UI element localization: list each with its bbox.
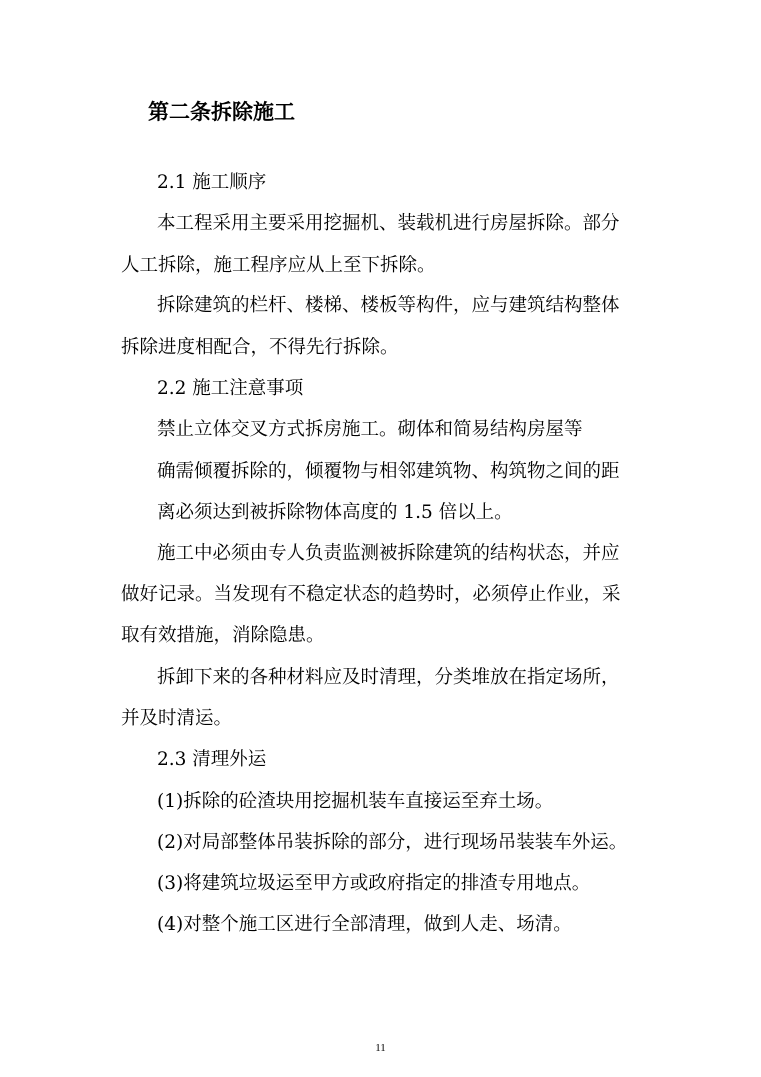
- page-number: 11: [375, 1042, 386, 1054]
- paragraph-line: 禁止立体交叉方式拆房施工。砌体和简易结构房屋等: [157, 419, 583, 440]
- subsection-title-2-1: 2.1 施工顺序: [157, 172, 267, 193]
- list-item: (2)对局部整体吊装拆除的部分，进行现场吊装装车外运。: [157, 832, 628, 853]
- paragraph-line: 确需倾覆拆除的，倾覆物与相邻建筑物、构筑物之间的距: [157, 461, 620, 482]
- section-heading: 第二条拆除施工: [148, 99, 295, 124]
- list-item: (4)对整个施工区进行全部清理，做到人走、场清。: [157, 914, 572, 935]
- list-item: (1)拆除的砼渣块用挖掘机装车直接运至弃土场。: [157, 791, 554, 812]
- subsection-title-2-2: 2.2 施工注意事项: [157, 378, 304, 399]
- paragraph-line: 做好记录。当发现有不稳定状态的趋势时，必须停止作业，采: [121, 584, 621, 605]
- paragraph-line: 取有效措施，消除隐患。: [121, 625, 325, 646]
- paragraph-line: 拆除进度相配合，不得先行拆除。: [121, 337, 399, 358]
- paragraph-line: 人工拆除，施工程序应从上至下拆除。: [121, 255, 436, 276]
- subsection-title-2-3: 2.3 清理外运: [157, 749, 267, 770]
- paragraph-line: 施工中必须由专人负责监测被拆除建筑的结构状态，并应: [157, 543, 620, 564]
- paragraph-line: 本工程采用主要采用挖掘机、装载机进行房屋拆除。部分: [157, 213, 620, 234]
- paragraph-line: 拆除建筑的栏杆、楼梯、楼板等构件，应与建筑结构整体: [157, 295, 620, 316]
- paragraph-line: 并及时清运。: [121, 708, 233, 729]
- paragraph-line: 离必须达到被拆除物体高度的 1.5 倍以上。: [157, 502, 513, 523]
- paragraph-line: 拆卸下来的各种材料应及时清理，分类堆放在指定场所，: [157, 667, 620, 688]
- list-item: (3)将建筑垃圾运至甲方或政府指定的排渣专用地点。: [157, 873, 591, 894]
